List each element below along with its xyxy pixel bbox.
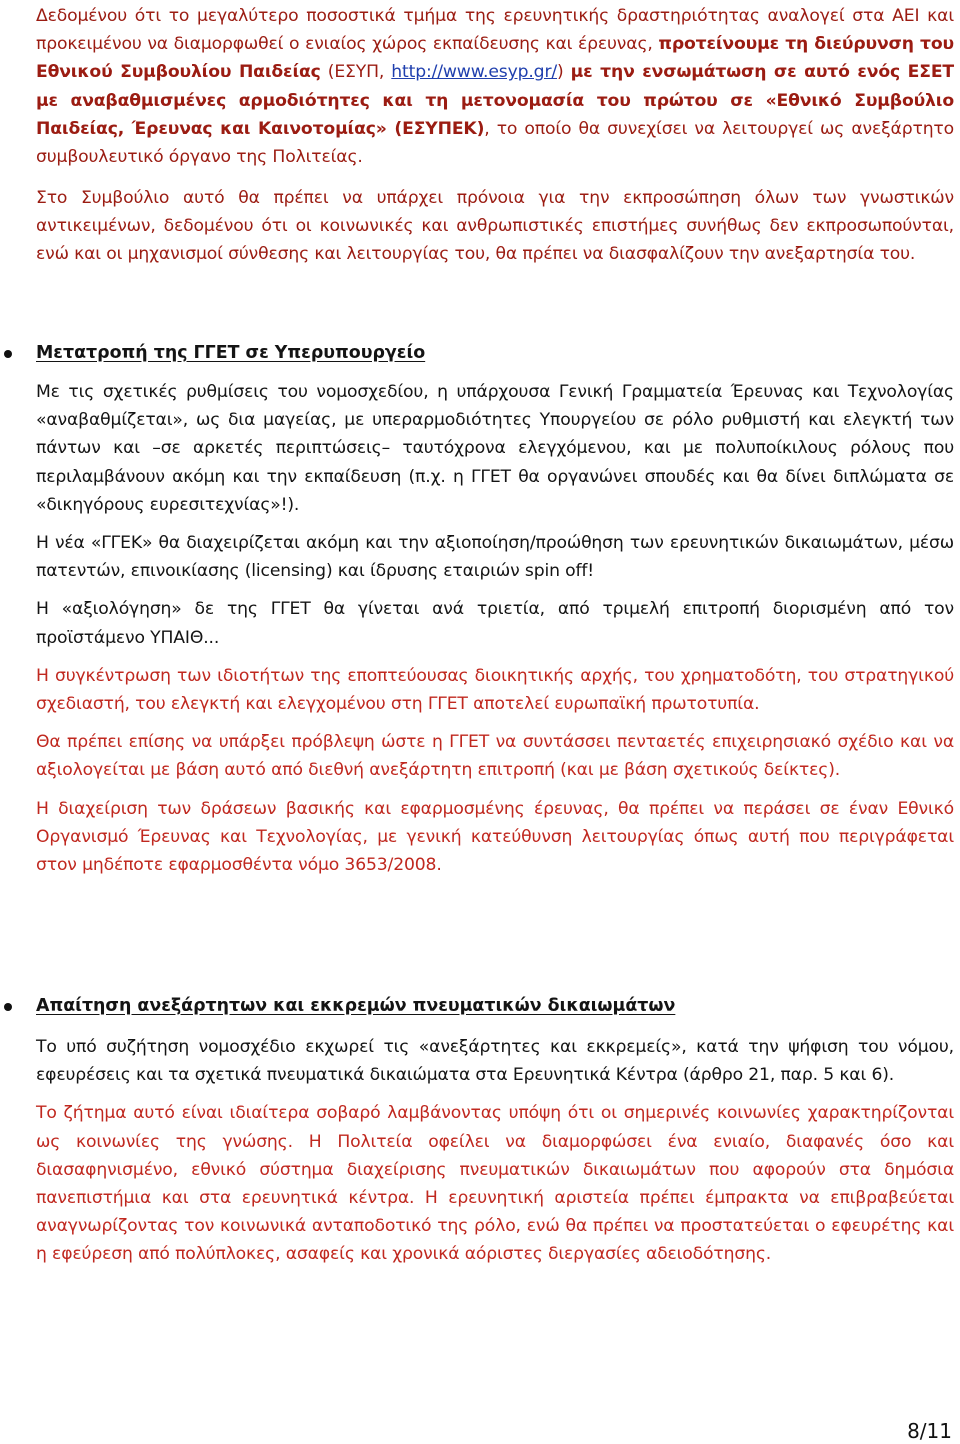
- section-paragraph: Η νέα «ΓΓΕΚ» θα διαχειρίζεται ακόμη και την αξιοποίηση/προώθηση των ερευνητικών δικαιωμάτων, μέσω πατεντών, επινοικίασης (licensing) και ίδρυσης εταιριών spin off!: [36, 533, 954, 582]
- bullet-icon: [4, 350, 12, 358]
- intro-paragraph-1: [36, 2, 954, 171]
- section-paragraph: Θα πρέπει επίσης να υπάρξει πρόβλεψη ώστε η ΓΓΕΤ να συντάσσει πενταετές επιχειρησιακό σχέδιο και να αξιολογείται με βάση αυτό από διεθνή ανεξάρτητη επιτροπή (και με βάση σχετικούς δείκτες).: [36, 732, 954, 781]
- p1-text-a: Δεδομένου ότι το μεγαλύτερο ποσοστικά τμήμα της ερευνητικής δραστηριότητας αναλογεί στα ΑΕΙ και προκειμένου να διαμορφωθεί ο ενιαίος χώρος εκπαίδευσης και έρευνας,: [36, 6, 954, 55]
- section-heading: Απαίτηση ανεξάρτητων και εκκρεμών πνευματικών δικαιωμάτων: [36, 996, 676, 1016]
- section-paragraph: Το ζήτημα αυτό είναι ιδιαίτερα σοβαρό λαμβάνοντας υπόψη ότι οι σημερινές κοινωνίες χαρακτηρίζονται ως κοινωνίες της γνώσης. Η Πολιτεία οφείλει να διαμορφώσει ένα ενιαίο, διαφανές όσο και διασαφηνισμένο, εθνικό σύστημα διαχείρισης πνευματικών δικαιωμάτων που αφορούν στα δημόσια πανεπιστήμια και στα ερευνητικά κέντρα. Η ερευνητική αριστεία πρέπει έμπρακτα να επιβραβεύεται αναγνωρίζοντας τον κοινωνικά ανταποδοτικό της ρόλο, ενώ θα πρέπει να προστατεύεται ο εφευρέτης και η εφεύρεση από πολύπλοκες, ασαφείς και χρονικά αόριστες διεργασίες αδειοδότησης.: [36, 1103, 954, 1265]
- p1-text-d: , το οποίο θα συνεχίσει να λειτουργεί ως ανεξάρτητο συμβουλευτικό όργανο της Πολιτείας.: [36, 118, 954, 168]
- section-paragraph: Το υπό συζήτηση νομοσχέδιο εκχωρεί τις «ανεξάρτητες και εκκρεμείς», κατά την ψήφιση του νόμου, εφευρέσεις και τα σχετικά πνευματικά δικαιώματα στα Ερευνητικά Κέντρα (άρθρο 21, παρ. 5 και 6).: [36, 1037, 954, 1086]
- section-paragraph: Με τις σχετικές ρυθμίσεις του νομοσχεδίου, η υπάρχουσα Γενική Γραμματεία Έρευνας και Τεχνολογίας «αναβαθμίζεται», ως δια μαγείας, με υπεραρμοδιότητες Υπουργείου σε ρόλο ρυθμιστή και ελεγκτή των πάντων και –σε αρκετές περιπτώσεις– ταυτόχρονα ελεγχόμενου, και με πολυποίκιλους ρόλους που περιλαμβάνουν ακόμη και την εκπαίδευση (π.χ. η ΓΓΕΤ θα οργανώνει σπουδές και θα δίνει διπλώματα σε «δικηγόρους ευρεσιτεχνίας»!).: [36, 382, 954, 515]
- section-paragraph: Η «αξιολόγηση» δε της ΓΓΕΤ θα γίνεται ανά τριετία, από τριμελή επιτροπή διορισμένη από τον προϊστάμενο ΥΠΑΙΘ...: [36, 599, 954, 648]
- section-paragraph: Η διαχείριση των δράσεων βασικής και εφαρμοσμένης έρευνας, θα πρέπει να περάσει σε έναν Εθνικό Οργανισμό Έρευνας και Τεχνολογίας, με γενική κατεύθυνση λειτουργίας όπως αυτή που περιγράφεται στον μηδέποτε εφαρμοσθέντα νόμο 3653/2008.: [36, 798, 954, 876]
- section-body: [36, 378, 954, 889]
- section-heading: Μετατροπή της ΓΓΕΤ σε Υπερυπουργείο: [36, 343, 426, 363]
- esyp-link[interactable]: http://www.esyp.gr/: [391, 62, 557, 83]
- bullet-icon: [4, 1003, 12, 1011]
- p1-bold-proposal: προτείνουμε τη διεύρυνση του Εθνικού Συμβουλίου Παιδείας: [36, 34, 954, 83]
- p1-text-b: (ΕΣΥΠ,: [320, 62, 392, 83]
- p1-text-c: ): [557, 62, 571, 83]
- section-body: [36, 1033, 954, 1279]
- intro-paragraph-2: Στο Συμβούλιο αυτό θα πρέπει να υπάρχει πρόνοια για την εκπροσώπηση όλων των γνωστικών αντικειμένων, δεδομένου ότι οι κοινωνικές και ανθρωπιστικές επιστήμες συνήθως δεν εκπροσωπούνται, ενώ και οι μηχανισμοί σύνθεσης και λειτουργίας του, θα πρέπει να διασφαλίζουν την ανεξαρτησία του.: [36, 188, 954, 265]
- page-number: 8/11: [907, 1419, 952, 1443]
- p1-bold-esypek: με την ενσωμάτωση σε αυτό ενός ΕΣΕΤ με αναβαθμισμένες αρμοδιότητες και τη μετονομασία του πρώτου σε «Εθνικό Συμβούλιο Παιδείας, Έρευνας και Καινοτομίας» (ΕΣΥΠΕΚ): [36, 62, 954, 139]
- section-paragraph: Η συγκέντρωση των ιδιοτήτων της εποπτεύουσας διοικητικής αρχής, του χρηματοδότη, του στρατηγικού σχεδιαστή, του ελεγκτή και ελεγχομένου στη ΓΓΕΤ αποτελεί ευρωπαϊκή πρωτοτυπία.: [36, 665, 954, 715]
